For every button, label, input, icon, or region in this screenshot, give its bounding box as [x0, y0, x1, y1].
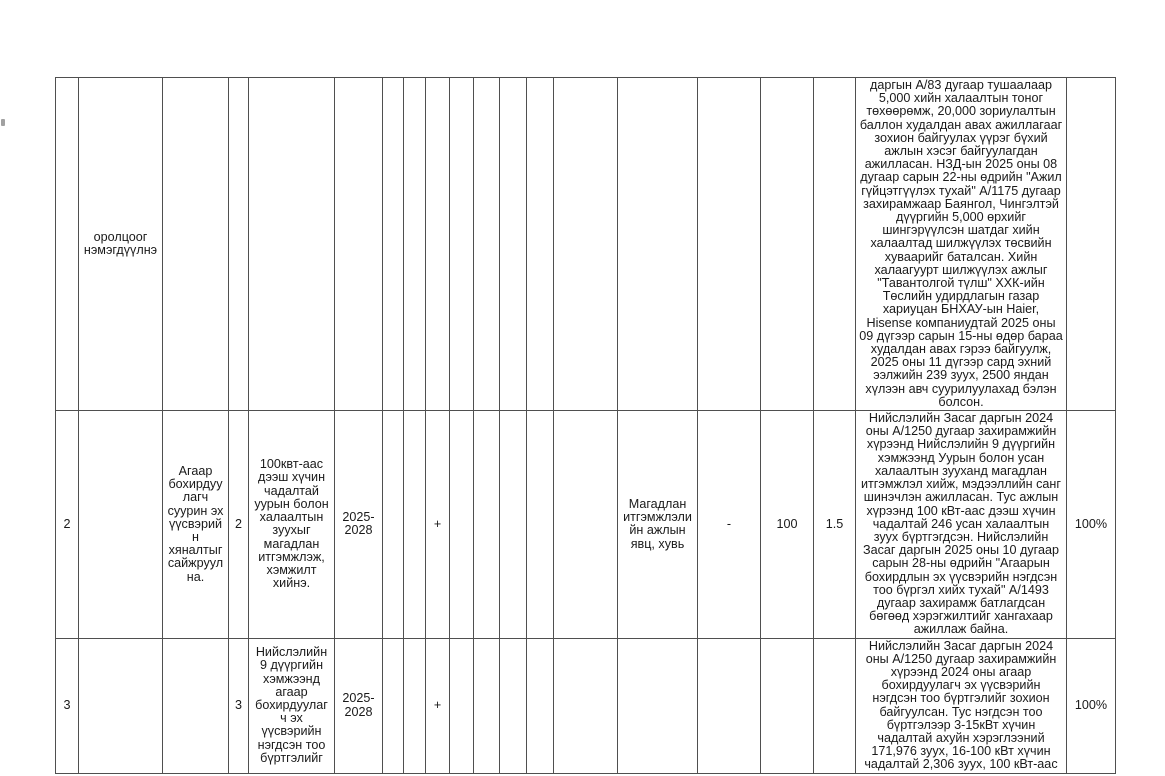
target-level-cell — [761, 78, 814, 411]
target-level-cell — [761, 638, 814, 773]
indicator-cell — [618, 78, 698, 411]
target-level-cell: 100 — [761, 411, 814, 638]
scan-artifact — [1, 119, 5, 126]
year-marker-cell — [404, 638, 426, 773]
period-cell: 2025-2028 — [335, 411, 383, 638]
year-marker-cell — [426, 78, 450, 411]
year-marker-cell — [554, 638, 618, 773]
budget-cell: 1.5 — [814, 411, 856, 638]
budget-cell — [814, 638, 856, 773]
table-row — [56, 78, 1116, 411]
objective-cell: Агаар бохирдуулагч суурин эх үүсвэрийн хяналтыг сайжруулна. — [163, 411, 229, 638]
year-marker-cell — [404, 78, 426, 411]
year-marker-cell — [554, 411, 618, 638]
year-marker-cell — [474, 638, 500, 773]
table-row — [56, 411, 1116, 638]
activity-number-cell: 3 — [229, 638, 249, 773]
year-marker-cell — [500, 411, 527, 638]
indicator-cell: Магадлан итгэмжлэлийн ажлын явц, хувь — [618, 411, 698, 638]
result-cell: даргын А/83 дугаар тушаалаар 5,000 хийн халаалтын тоног төхөөрөмж, 20,000 зориулалтын баллон худалдан авах ажиллагааг зохион байгуулах үүрэг бүхий ажлын хэсэг байгуулагдан ажилласан. НЗД-ын 2025 оны 08 дугаар сарын 22-ны өдрийн "Ажил гүйцэтгүүлэх тухай" А/1175 дугаар захирамжаар Баянгол, Чингэлтэй дүүргийн 5,000 өрхийг шингэрүүлсэн шатдаг хийн халаалтад шилжүүлэх төсвийн хуваарийг баталсан. Хийн халаагуурт шилжүүлэх ажлыг "Тавантолгой түлш" ХХК-ийн Төслийн удирдлагын газар хариуцан БНХАУ-ын Haier, Hisense компаниудтай 2025 оны 09 дүгээр сарын 15-ны өдөр бараа худалдан авах гэрээ байгуулж, 2025 оны 11 дүгээр сард эхний ээлжийн 239 зуух, 2500 яндан хүлээн авч суурилуулахад бэлэн болсон. — [856, 78, 1067, 411]
activity-number-cell: 2 — [229, 411, 249, 638]
base-level-cell — [698, 78, 761, 411]
base-level-cell: - — [698, 411, 761, 638]
row-number-cell — [56, 78, 79, 411]
row-number-cell: 3 — [56, 638, 79, 773]
year-marker-cell — [500, 638, 527, 773]
objective-cell — [163, 638, 229, 773]
table-row — [56, 638, 1116, 773]
goal-cell — [79, 411, 163, 638]
goal-cell — [79, 638, 163, 773]
year-marker-cell — [554, 78, 618, 411]
row-number-cell: 2 — [56, 411, 79, 638]
completion-percent-cell — [1067, 78, 1116, 411]
completion-percent-cell: 100% — [1067, 638, 1116, 773]
base-level-cell — [698, 638, 761, 773]
year-marker-cell — [450, 78, 474, 411]
year-marker-cell — [383, 78, 404, 411]
result-cell: Нийслэлийн Засаг даргын 2024 оны А/1250 дугаар захирамжийн хүрээнд Нийслэлийн 9 дүүргийн хэмжээнд Уурын болон усан халаалтын зууханд магадлан итгэмжлэл хийж, мэдээллийн санг шинэчлэн ажилласан. Тус ажлын хүрээнд 100 кВт-аас дээш хүчин чадалтай 246 усан халаалтын зуух бүртгэгдсэн. Нийслэлийн Засаг даргын 2025 оны 10 дугаар сарын 28-ны өдрийн "Агаарын бохирдлын эх үүсвэрийн нэгдсэн тоо бүргэл хийх тухай" А/1493 дугаар захирамж батлагдсан бөгөөд хэрэгжилтийг хангахаар ажиллаж байна. — [856, 411, 1067, 638]
budget-cell — [814, 78, 856, 411]
year-marker-cell — [404, 411, 426, 638]
year-marker-cell: + — [426, 638, 450, 773]
year-marker-cell — [383, 411, 404, 638]
table-body — [56, 78, 1116, 774]
goal-cell: оролцоог нэмэгдүүлнэ — [79, 78, 163, 411]
year-marker-cell — [383, 638, 404, 773]
year-marker-cell — [527, 78, 554, 411]
year-marker-cell — [474, 411, 500, 638]
year-marker-cell — [527, 411, 554, 638]
activity-cell — [249, 78, 335, 411]
period-cell: 2025-2028 — [335, 638, 383, 773]
completion-percent-cell: 100% — [1067, 411, 1116, 638]
activity-cell: 100квт-аас дээш хүчин чадалтай уурын болон халаалтын зуухыг магадлан итгэмжлэж, хэмжилт хийнэ. — [249, 411, 335, 638]
year-marker-cell — [527, 638, 554, 773]
activity-cell: Нийслэлийн 9 дүүргийн хэмжээнд агаар бохирдуулагч эх үүсвэрийн нэгдсэн тоо бүртгэлийг — [249, 638, 335, 773]
year-marker-cell — [474, 78, 500, 411]
objective-cell — [163, 78, 229, 411]
year-marker-cell — [500, 78, 527, 411]
monitoring-table — [55, 77, 1116, 774]
period-cell — [335, 78, 383, 411]
year-marker-cell: + — [426, 411, 450, 638]
result-cell: Нийслэлийн Засаг даргын 2024 оны А/1250 дугаар захирамжийн хүрээнд 2024 оны агаар бохирдуулагч эх үүсвэрийн нэгдсэн тоо бүртгэлийг зохион байгуулсан. Тус нэгдсэн тоо бүртгэлээр 3-15кВт хүчин чадалтай ахуйн хэрэглээний 171,976 зуух, 16-100 кВт хүчин чадалтай 2,306 зуух, 100 кВт-аас — [856, 638, 1067, 773]
year-marker-cell — [450, 638, 474, 773]
year-marker-cell — [450, 411, 474, 638]
indicator-cell — [618, 638, 698, 773]
activity-number-cell — [229, 78, 249, 411]
